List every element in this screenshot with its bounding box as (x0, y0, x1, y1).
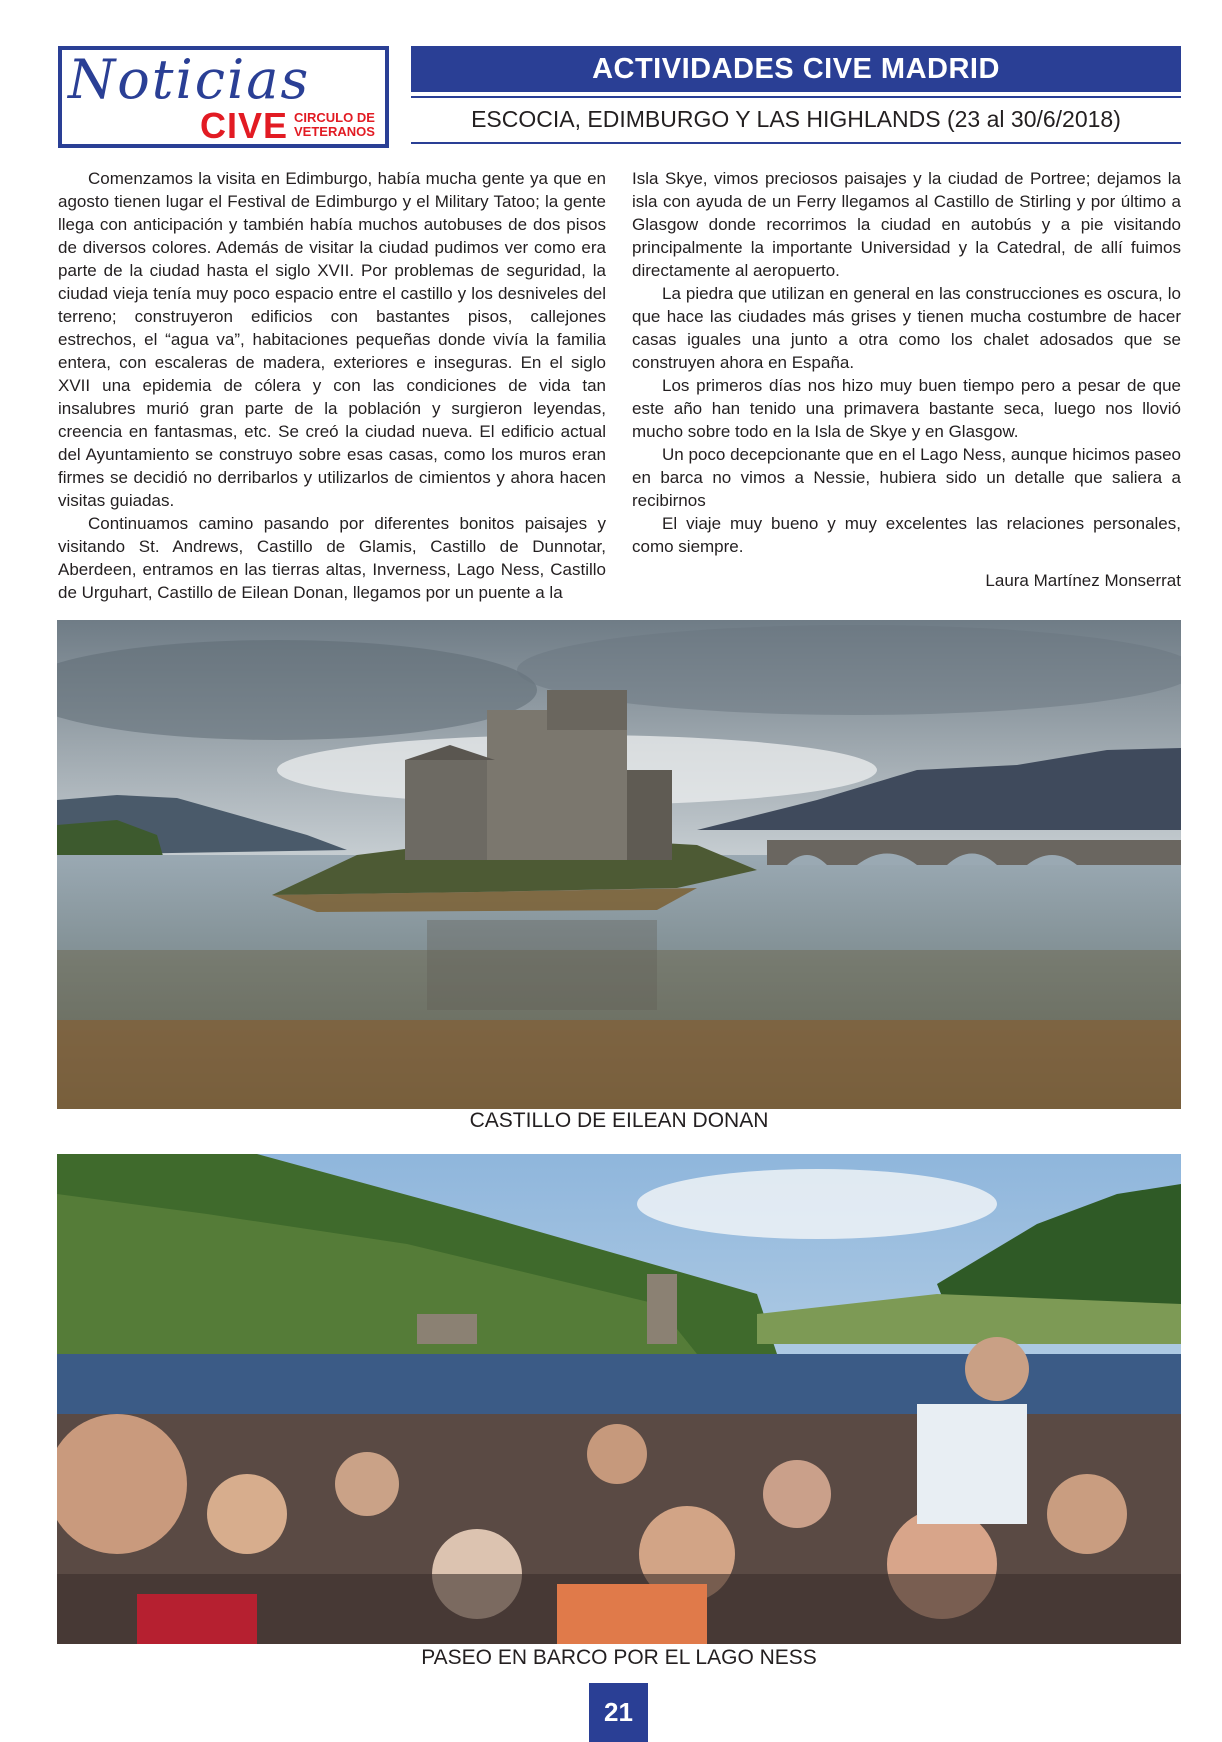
article-paragraph: Comenzamos la visita en Edimburgo, había mucha gente ya que en agosto tienen lugar el Festival de Edimburgo y el Military Tatoo; la gente llega con anticipación y también había muchos autobuses de dos pisos de diversos colores. Además de visitar la ciudad pudimos ver como era parte de la ciudad hasta el siglo XVII. Por problemas de seguridad, la ciudad vieja tenía muy poco espacio entre el castillo y los desniveles del terreno; construyeron edificios con bastantes pisos, callejones estrechos, el “agua va”, habitaciones pequeñas donde vivía la familia entera, con escaleras de madera, exteriores e inseguras. En el siglo XVII una epidemia de cólera y con las condiciones de vida tan insalubres murió gran parte de la población y surgieron leyendas, creencia en fantasmas, etc. Se creó la ciudad nueva. El edificio actual del Ayuntamiento se construyo sobre esas casas, como los muros eran firmes se decidió no derribarlos y utilizarlos de cimientos y ahora hacen visitas guiadas. (58, 169, 606, 510)
article-paragraph: Un poco decepcionante que en el Lago Ness, aunque hicimos paseo en barca no vimos a Nessie, hubiera sido un detalle que saliera a recibirnos (632, 445, 1181, 510)
header-divider (411, 96, 1181, 98)
logo-panel (62, 50, 385, 144)
photo-caption: PASEO EN BARCO POR EL LAGO NESS (421, 1646, 817, 1669)
photo-loch-ness-boat-trip (57, 1154, 1181, 1644)
article-paragraph: Los primeros días nos hizo muy buen tiempo pero a pesar de que este año han tenido una primavera bastante seca, luego nos llovió mucho sobre todo en la Isla de Skye y en Glasgow. (632, 376, 1181, 441)
logo-subtitle-line1: CIRCULO DE (294, 110, 375, 125)
article-paragraph: Continuamos camino pasando por diferentes bonitos paisajes y visitando St. Andrews, Castillo de Glamis, Castillo de Dunnotar, Aberdeen, entramos en las tierras altas, Inverness, Lago Ness, Castillo de Urguhart, Castillo de Eilean Donan, llegamos por un puente a la (58, 514, 606, 602)
article-author: Laura Martínez Monserrat (985, 571, 1181, 590)
photo-caption: CASTILLO DE EILEAN DONAN (469, 1109, 769, 1132)
article-column-right (632, 167, 1181, 592)
article-paragraph: Isla Skye, vimos preciosos paisajes y la ciudad de Portree; dejamos la isla con ayuda de un Ferry llegamos al Castillo de Stirling y por último a Glasgow donde recorrimos la ciudad en autobús y a pie visitando principalmente la importante Universidad y la Catedral, de allí fuimos directamente al aeropuerto. (632, 169, 1181, 280)
article-column-left (58, 167, 606, 604)
logo-wordmark: Noticias (68, 48, 311, 111)
article-title: ESCOCIA, EDIMBURGO Y LAS HIGHLANDS (23 al 30/6/2018) (471, 106, 1121, 132)
article-paragraph: El viaje muy bueno y muy excelentes las relaciones personales, como siempre. (632, 514, 1181, 556)
page-number: 21 (589, 1683, 648, 1742)
noticias-cive-logo (58, 46, 389, 148)
header-divider (411, 142, 1181, 144)
logo-subtitle-line2: VETERANOS (294, 124, 375, 139)
boat-illustration (57, 1154, 1181, 1644)
section-title: ACTIVIDADES CIVE MADRID (411, 46, 1181, 92)
logo-brand: CIVE (200, 105, 289, 146)
photo-eilean-donan-castle (57, 620, 1181, 1109)
logo-subtitle (294, 111, 375, 139)
article-paragraph: La piedra que utilizan en general en las construcciones es oscura, lo que hace las ciudades más grises y tienen mucha costumbre de hacer casas iguales una junto a otra como los chalet adosados que se construyen ahora en España. (632, 284, 1181, 372)
castle-illustration (57, 620, 1181, 1109)
